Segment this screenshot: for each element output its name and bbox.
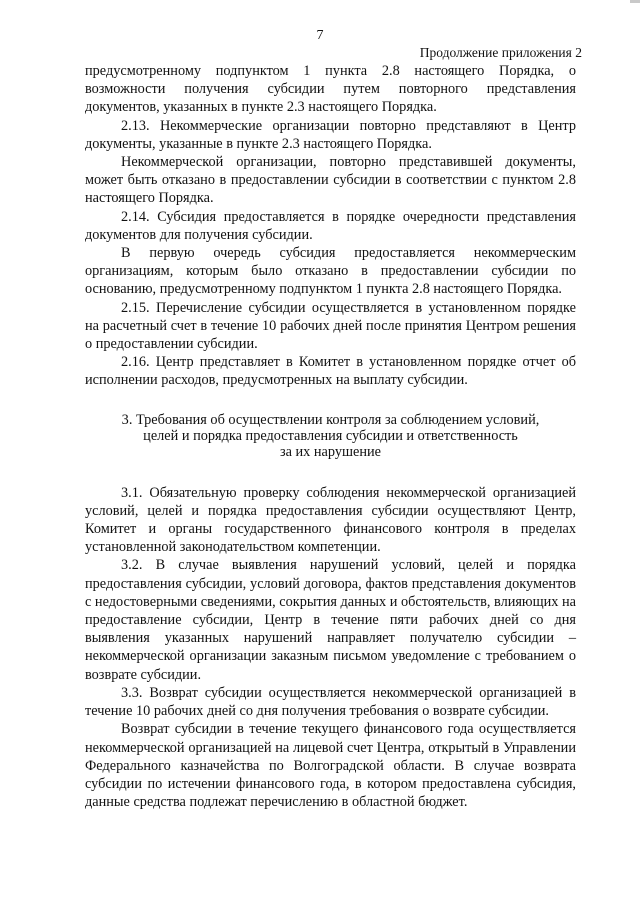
paragraph-3-3: 3.3. Возврат субсидии осуществляется некоммерческой организацией в течение 10 рабочих дней со дня получения требования о возврате субсидии. (85, 684, 576, 720)
appendix-continuation-label: Продолжение приложения 2 (419, 45, 582, 60)
paragraph-2-15: 2.15. Перечисление субсидии осуществляется в установленном порядке на расчетный счет в течение 10 рабочих дней после принятия Центром решения о предоставлении субсидии. (85, 299, 576, 353)
paragraph-continued: предусмотренному подпунктом 1 пункта 2.8 настоящего Порядка, о возможности получения субсидии путем повторного представления документов, указанных в пункте 2.3 настоящего Порядка. (85, 63, 576, 116)
paragraph-3-1: 3.1. Обязательную проверку соблюдения некоммерческой организацией условий, целей и порядка предоставления субсидии осуществляют Центр, Комитет и органы государственного финансового контроля в пределах установленной законодательством компетенции. (85, 484, 576, 556)
page-number: 7 (316, 28, 324, 43)
document-body (85, 62, 576, 811)
section-title-line: 3. Требования об осуществлении контроля за соблюдением условий, (121, 411, 540, 428)
paragraph-3-3-return: Возврат субсидии в течение текущего финансового года осуществляется некоммерческой организацией на лицевой счет Центра, открытый в Управлении Федерального казначейства по Волгоградской области. В случае возврата субсидии по истечении финансового года, в котором предоставлена субсидия, данные средства подлежат перечислению в областной бюджет. (85, 721, 576, 811)
section-title-line: целей и порядка предоставления субсидии и ответственность (143, 427, 518, 444)
paragraph-2-14: 2.14. Субсидия предоставляется в порядке очередности представления документов для получения субсидии. (85, 208, 576, 243)
paragraph-2-13-refusal: Некоммерческой организации, повторно представившей документы, может быть отказано в предоставлении субсидии в соответствии с пунктом 2.8 настоящего Порядка. (85, 154, 576, 207)
scan-edge-mark (630, 0, 640, 3)
paragraph-3-2: 3.2. В случае выявления нарушений условий, целей и порядка предоставления субсидии, условий договора, фактов представления документов с недостоверными сведениями, сокрытия данных и обстоятельств, влияющих на предоставление субсидии, Центр в течение пяти рабочих дней со дня выявления указанных нарушений направляет получателю субсидии – некоммерческой организации заказным письмом уведомление с требованием о возврате субсидии. (85, 557, 576, 683)
section-3-title (85, 412, 576, 460)
paragraph-2-16: 2.16. Центр представляет в Комитет в установленном порядке отчет об исполнении расходов, предусмотренных на выплату субсидии. (85, 354, 576, 389)
paragraph-2-13: 2.13. Некоммерческие организации повторно представляют в Центр документы, указанные в пункте 2.3 настоящего Порядка. (85, 117, 576, 152)
paragraph-2-14-priority: В первую очередь субсидия предоставляется некоммерческим организациям, которым было отказано в предоставлении субсидии по основанию, предусмотренному подпунктом 1 пункта 2.8 настоящего Порядка. (85, 245, 576, 298)
section-title-line: за их нарушение (279, 443, 382, 460)
